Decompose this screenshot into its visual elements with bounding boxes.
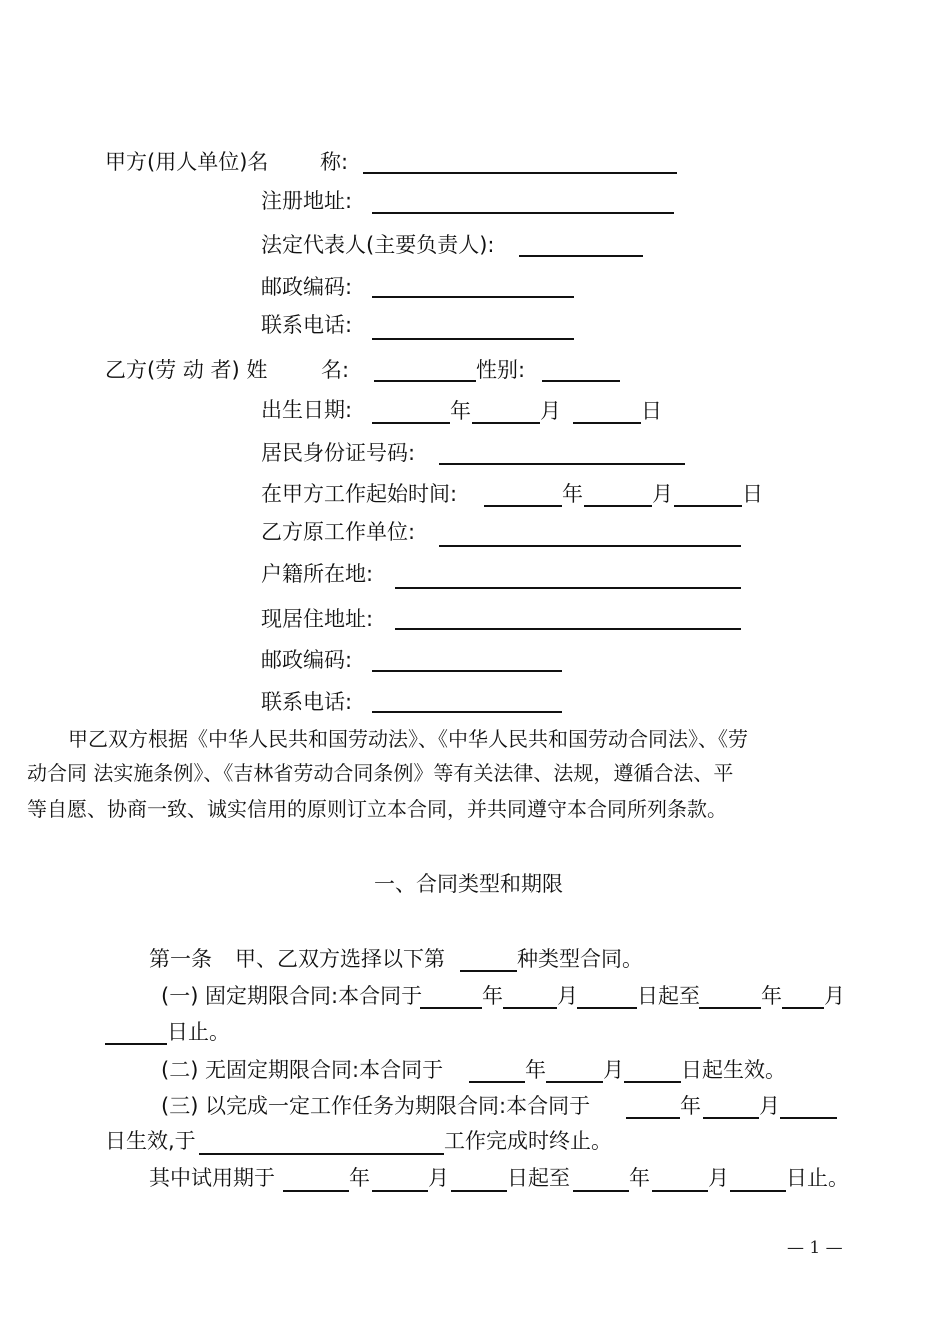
start-year-field[interactable] <box>484 505 562 507</box>
article-1-label: 第一条 <box>149 947 212 971</box>
party-a-address-label: 注册地址: <box>261 189 353 213</box>
opt3-task-field[interactable] <box>199 1153 444 1155</box>
opt1-end-day-field[interactable] <box>105 1043 167 1045</box>
probation-start-year-field[interactable] <box>283 1190 349 1192</box>
probation-end-month-unit: 月 <box>708 1166 729 1190</box>
article-1-text: 甲、乙双方选择以下第 <box>235 947 445 971</box>
opt1-end-year-field[interactable] <box>699 1007 761 1009</box>
opt1-month-unit: 月 <box>557 984 578 1008</box>
opt2-year-unit: 年 <box>525 1058 546 1082</box>
party-a-postcode-field[interactable] <box>372 296 574 298</box>
party-b-name-label: 乙方(劳 动 者) 姓 <box>105 358 268 382</box>
opt1-year-unit: 年 <box>482 984 503 1008</box>
party-b-phone-label: 联系电话: <box>261 690 353 714</box>
birth-month-unit: 月 <box>540 399 561 423</box>
page-number: — 1 — <box>787 1238 843 1258</box>
opt1-start-month-field[interactable] <box>503 1007 557 1009</box>
probation-year-unit: 年 <box>349 1166 370 1190</box>
opt2-year-field[interactable] <box>469 1081 525 1083</box>
preamble-line-1: 甲乙双方根据《中华人民共和国劳动法》、《中华人民共和国劳动合同法》、《劳 <box>68 727 748 751</box>
probation-end-year-field[interactable] <box>573 1190 629 1192</box>
party-b-residence-field[interactable] <box>395 628 741 630</box>
birth-year-field[interactable] <box>372 422 450 424</box>
party-a-rep-field[interactable] <box>519 255 643 257</box>
party-b-hukou-label: 户籍所在地: <box>261 562 374 586</box>
party-b-start-label: 在甲方工作起始时间: <box>261 482 458 506</box>
party-b-gender-label: 性别: <box>476 358 526 382</box>
party-a-address-field[interactable] <box>372 212 674 214</box>
party-b-hukou-field[interactable] <box>395 587 741 589</box>
opt3-month-unit: 月 <box>759 1094 780 1118</box>
probation-end-year-unit: 年 <box>629 1166 650 1190</box>
opt3-day-field[interactable] <box>780 1117 837 1119</box>
probation-month-unit: 月 <box>428 1166 449 1190</box>
party-a-phone-field[interactable] <box>372 338 574 340</box>
start-day-field[interactable] <box>674 505 742 507</box>
option-3-line2-end: 工作完成时终止。 <box>444 1129 612 1153</box>
party-b-birth-label: 出生日期: <box>261 398 353 422</box>
start-month-field[interactable] <box>584 505 652 507</box>
option-2-text: (二) 无固定期限合同:本合同于 <box>161 1058 444 1082</box>
section-title: 一、合同类型和期限 <box>374 872 563 896</box>
opt2-month-unit: 月 <box>603 1058 624 1082</box>
start-year-unit: 年 <box>562 482 583 506</box>
party-b-postcode-label: 邮政编码: <box>261 648 353 672</box>
party-a-name-field[interactable] <box>363 172 677 174</box>
opt3-month-field[interactable] <box>703 1117 759 1119</box>
probation-text: 其中试用期于 <box>149 1166 275 1190</box>
probation-end-word: 日止。 <box>786 1166 849 1190</box>
opt2-month-field[interactable] <box>546 1081 603 1083</box>
preamble-line-2: 动合同 法实施条例》、《吉林省劳动合同条例》等有关法律、法规，遵循合法、平 <box>27 761 734 785</box>
party-b-gender-field[interactable] <box>542 380 620 382</box>
party-b-phone-field[interactable] <box>372 711 562 713</box>
opt2-end-word: 日起生效。 <box>681 1058 786 1082</box>
party-b-prev-employer-field[interactable] <box>439 545 741 547</box>
birth-day-field[interactable] <box>573 422 641 424</box>
party-b-name-field[interactable] <box>374 380 476 382</box>
opt1-start-word: 日起至 <box>637 984 700 1008</box>
preamble-line-3: 等自愿、协商一致、诚实信用的原则订立本合同，并共同遵守本合同所列条款。 <box>27 797 727 821</box>
probation-end-month-field[interactable] <box>652 1190 708 1192</box>
birth-year-unit: 年 <box>450 399 471 423</box>
party-b-postcode-field[interactable] <box>372 670 562 672</box>
party-a-postcode-label: 邮政编码: <box>261 275 353 299</box>
opt3-year-unit: 年 <box>680 1094 701 1118</box>
opt1-start-year-field[interactable] <box>420 1007 482 1009</box>
party-a-phone-label: 联系电话: <box>261 313 353 337</box>
article-1-text-end: 种类型合同。 <box>517 947 643 971</box>
party-b-id-label: 居民身份证号码: <box>261 441 416 465</box>
party-a-rep-label: 法定代表人(主要负责人): <box>261 233 495 257</box>
birth-month-field[interactable] <box>472 422 540 424</box>
contract-type-field[interactable] <box>460 970 517 972</box>
birth-day-unit: 日 <box>641 399 662 423</box>
opt1-end-word: 日止。 <box>167 1020 230 1044</box>
party-b-prev-employer-label: 乙方原工作单位: <box>261 520 416 544</box>
start-month-unit: 月 <box>652 482 673 506</box>
opt1-start-day-field[interactable] <box>577 1007 637 1009</box>
probation-end-day-field[interactable] <box>730 1190 786 1192</box>
option-1-text: (一) 固定期限合同:本合同于 <box>161 984 423 1008</box>
probation-start-word: 日起至 <box>507 1166 570 1190</box>
probation-start-month-field[interactable] <box>372 1190 428 1192</box>
party-b-residence-label: 现居住地址: <box>261 607 374 631</box>
option-3-line2: 日生效,于 <box>105 1129 196 1153</box>
party-b-name-label-2: 名: <box>321 358 350 382</box>
opt1-end-year-unit: 年 <box>761 984 782 1008</box>
opt1-end-month-field[interactable] <box>782 1007 824 1009</box>
opt3-year-field[interactable] <box>626 1117 680 1119</box>
probation-start-day-field[interactable] <box>451 1190 507 1192</box>
start-day-unit: 日 <box>742 482 763 506</box>
party-a-name-label: 甲方(用人单位)名 <box>105 150 269 174</box>
party-b-id-field[interactable] <box>439 463 685 465</box>
opt2-day-field[interactable] <box>624 1081 681 1083</box>
opt1-end-month-unit: 月 <box>824 984 845 1008</box>
option-3-text: (三) 以完成一定工作任务为期限合同:本合同于 <box>161 1094 591 1118</box>
party-a-name-label-2: 称: <box>320 150 349 174</box>
